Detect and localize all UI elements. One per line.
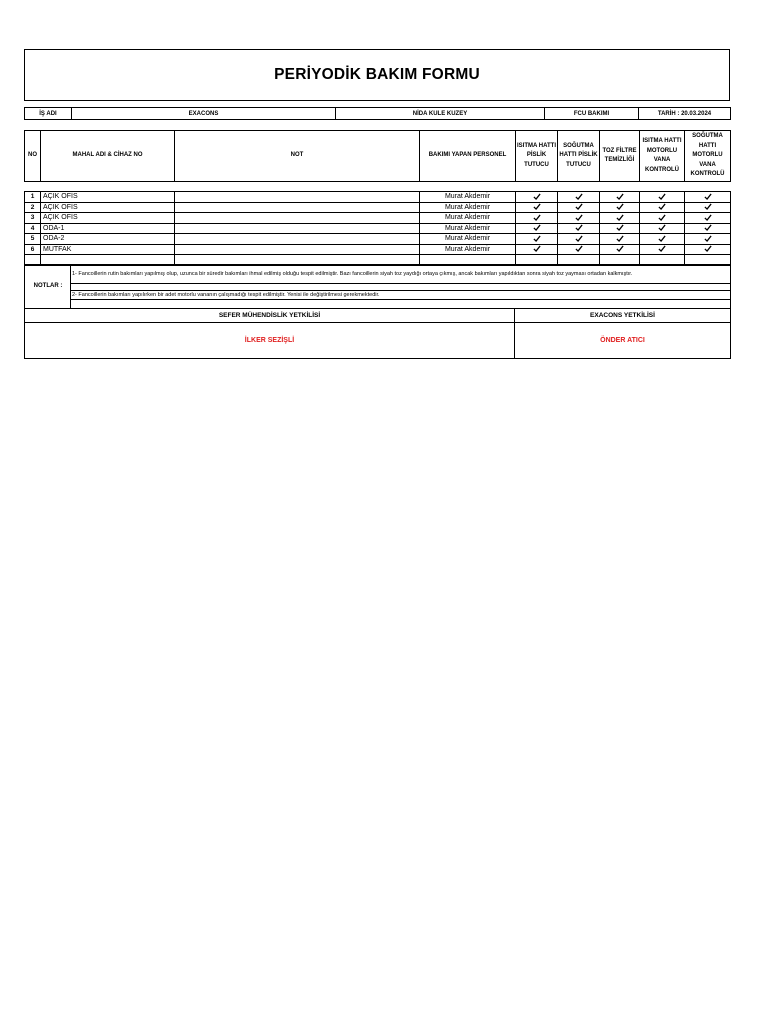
- row-note: [175, 202, 420, 213]
- row-check-isitma-pislik: [516, 234, 558, 245]
- row-check-sogutma-pislik: [558, 213, 600, 224]
- note-2: 2- Fancoillerin bakımları yapılırken bir adet motorlu vananın çalışmadığı tespit edilmiştir. Yenisi ile değiştirilmesi gerekmektedir.: [71, 291, 731, 300]
- row-check-isitma-pislik: [516, 202, 558, 213]
- checkmark-icon: [575, 225, 583, 232]
- table-row: [25, 223, 731, 234]
- row-check-sogutma-vana: [685, 202, 731, 213]
- col-personel: BAKIMI YAPAN PERSONEL: [420, 131, 516, 182]
- row-check-isitma-vana: [640, 192, 685, 203]
- checkmark-icon: [658, 204, 666, 211]
- row-personel: Murat Akdemir: [420, 223, 516, 234]
- checkmark-icon: [658, 235, 666, 242]
- header-table: [24, 130, 731, 182]
- notes-table: [24, 264, 731, 309]
- checkmark-icon: [533, 225, 541, 232]
- checkmark-icon: [533, 246, 541, 253]
- checkmark-icon: [575, 193, 583, 200]
- checkmark-icon: [658, 246, 666, 253]
- row-note: [175, 244, 420, 255]
- checkmark-icon: [533, 235, 541, 242]
- row-personel: Murat Akdemir: [420, 234, 516, 245]
- row-check-isitma-vana: [640, 223, 685, 234]
- company-name: EXACONS: [72, 108, 336, 120]
- row-check-isitma-pislik: [516, 223, 558, 234]
- row-no: 4: [25, 223, 41, 234]
- left-signer-title: SEFER MÜHENDİSLİK YETKİLİSİ: [25, 309, 515, 323]
- checkmark-icon: [616, 204, 624, 211]
- row-check-toz-filtre: [600, 202, 640, 213]
- row-check-sogutma-vana: [685, 213, 731, 224]
- signature-table: [24, 308, 731, 359]
- row-check-isitma-vana: [640, 234, 685, 245]
- table-row: [25, 213, 731, 224]
- checkmark-icon: [704, 246, 712, 253]
- row-mahal: MUTFAK: [41, 244, 175, 255]
- checkmark-icon: [658, 225, 666, 232]
- row-mahal: ODA-1: [41, 223, 175, 234]
- checkmark-icon: [533, 204, 541, 211]
- col-isitma-vana: ISITMA HATTI MOTORLU VANA KONTROLÜ: [640, 131, 685, 182]
- row-check-isitma-pislik: [516, 244, 558, 255]
- checkmark-icon: [616, 214, 624, 221]
- checkmark-icon: [658, 214, 666, 221]
- row-personel: Murat Akdemir: [420, 192, 516, 203]
- right-signer-name: ÖNDER ATICI: [515, 323, 731, 359]
- col-not: NOT: [175, 131, 420, 182]
- table-row: [25, 234, 731, 245]
- checkmark-icon: [616, 193, 624, 200]
- row-mahal: AÇIK OFİS: [41, 202, 175, 213]
- checkmark-icon: [616, 225, 624, 232]
- row-note: [175, 192, 420, 203]
- checkmark-icon: [533, 214, 541, 221]
- row-check-isitma-vana: [640, 202, 685, 213]
- row-personel: Murat Akdemir: [420, 213, 516, 224]
- row-note: [175, 223, 420, 234]
- checkmark-icon: [704, 204, 712, 211]
- row-check-toz-filtre: [600, 244, 640, 255]
- work-type: FCU BAKIMI: [545, 108, 639, 120]
- table-row: [25, 202, 731, 213]
- checkmark-icon: [616, 246, 624, 253]
- table-row: [25, 244, 731, 255]
- table-row: [25, 192, 731, 203]
- checkmark-icon: [575, 235, 583, 242]
- info-table: [24, 107, 731, 120]
- checkmark-icon: [704, 214, 712, 221]
- form-date: TARİH : 20.03.2024: [639, 108, 731, 120]
- site-name: NİDA KULE KUZEY: [336, 108, 545, 120]
- row-check-sogutma-pislik: [558, 223, 600, 234]
- row-check-toz-filtre: [600, 234, 640, 245]
- col-no: NO: [25, 131, 41, 182]
- form-title: PERİYODİK BAKIM FORMU: [274, 66, 480, 83]
- checkmark-icon: [658, 193, 666, 200]
- row-personel: Murat Akdemir: [420, 202, 516, 213]
- row-check-isitma-vana: [640, 244, 685, 255]
- row-mahal: AÇIK OFİS: [41, 213, 175, 224]
- checkmark-icon: [704, 193, 712, 200]
- row-mahal: AÇIK OFİS: [41, 192, 175, 203]
- form-title-box: [24, 49, 730, 101]
- row-check-toz-filtre: [600, 223, 640, 234]
- checkmark-icon: [704, 225, 712, 232]
- row-note: [175, 234, 420, 245]
- row-mahal: ODA-2: [41, 234, 175, 245]
- col-isitma-pislik: ISITMA HATTI PİSLİK TUTUCU: [516, 131, 558, 182]
- row-check-isitma-pislik: [516, 213, 558, 224]
- row-check-sogutma-pislik: [558, 234, 600, 245]
- row-no: 3: [25, 213, 41, 224]
- col-sogutma-pislik: SOĞUTMA HATTI PİSLİK TUTUCU: [558, 131, 600, 182]
- checkmark-icon: [575, 204, 583, 211]
- row-personel: Murat Akdemir: [420, 244, 516, 255]
- checkmark-icon: [533, 193, 541, 200]
- row-check-sogutma-pislik: [558, 192, 600, 203]
- row-check-toz-filtre: [600, 213, 640, 224]
- checkmark-icon: [575, 246, 583, 253]
- left-signer-name: İLKER SEZİŞLİ: [25, 323, 515, 359]
- note-1: 1- Fancoillerin rutin bakımları yapılmış olup, uzunca bir süredir bakımları ihmal edilmiş olduğu tespit edilmiştir. Bazı fancoillerin siyah toz yaydığı ortaya çıkmış, ancak bakımları yapıldıktan sonra siyah toz yayması ortadan kalkmıştır.: [71, 265, 731, 284]
- col-mahal: MAHAL ADI & CİHAZ NO: [41, 131, 175, 182]
- row-check-isitma-vana: [640, 213, 685, 224]
- col-toz-filtre: TOZ FİLTRE TEMİZLİĞİ: [600, 131, 640, 182]
- row-check-sogutma-pislik: [558, 202, 600, 213]
- row-check-sogutma-vana: [685, 244, 731, 255]
- col-sogutma-vana: SOĞUTMA HATTI MOTORLU VANA KONTROLÜ: [685, 131, 731, 182]
- notes-label: NOTLAR :: [25, 265, 71, 309]
- checkmark-icon: [704, 235, 712, 242]
- row-check-sogutma-vana: [685, 223, 731, 234]
- data-table: [24, 191, 731, 266]
- checkmark-icon: [616, 235, 624, 242]
- row-check-sogutma-pislik: [558, 244, 600, 255]
- row-check-isitma-pislik: [516, 192, 558, 203]
- row-check-sogutma-vana: [685, 234, 731, 245]
- row-no: 6: [25, 244, 41, 255]
- row-note: [175, 213, 420, 224]
- right-signer-title: EXACONS YETKİLİSİ: [515, 309, 731, 323]
- row-no: 1: [25, 192, 41, 203]
- note-empty-1: [71, 284, 731, 291]
- row-check-toz-filtre: [600, 192, 640, 203]
- row-no: 2: [25, 202, 41, 213]
- row-no: 5: [25, 234, 41, 245]
- row-check-sogutma-vana: [685, 192, 731, 203]
- checkmark-icon: [575, 214, 583, 221]
- is-adi-label: İŞ ADI: [25, 108, 72, 120]
